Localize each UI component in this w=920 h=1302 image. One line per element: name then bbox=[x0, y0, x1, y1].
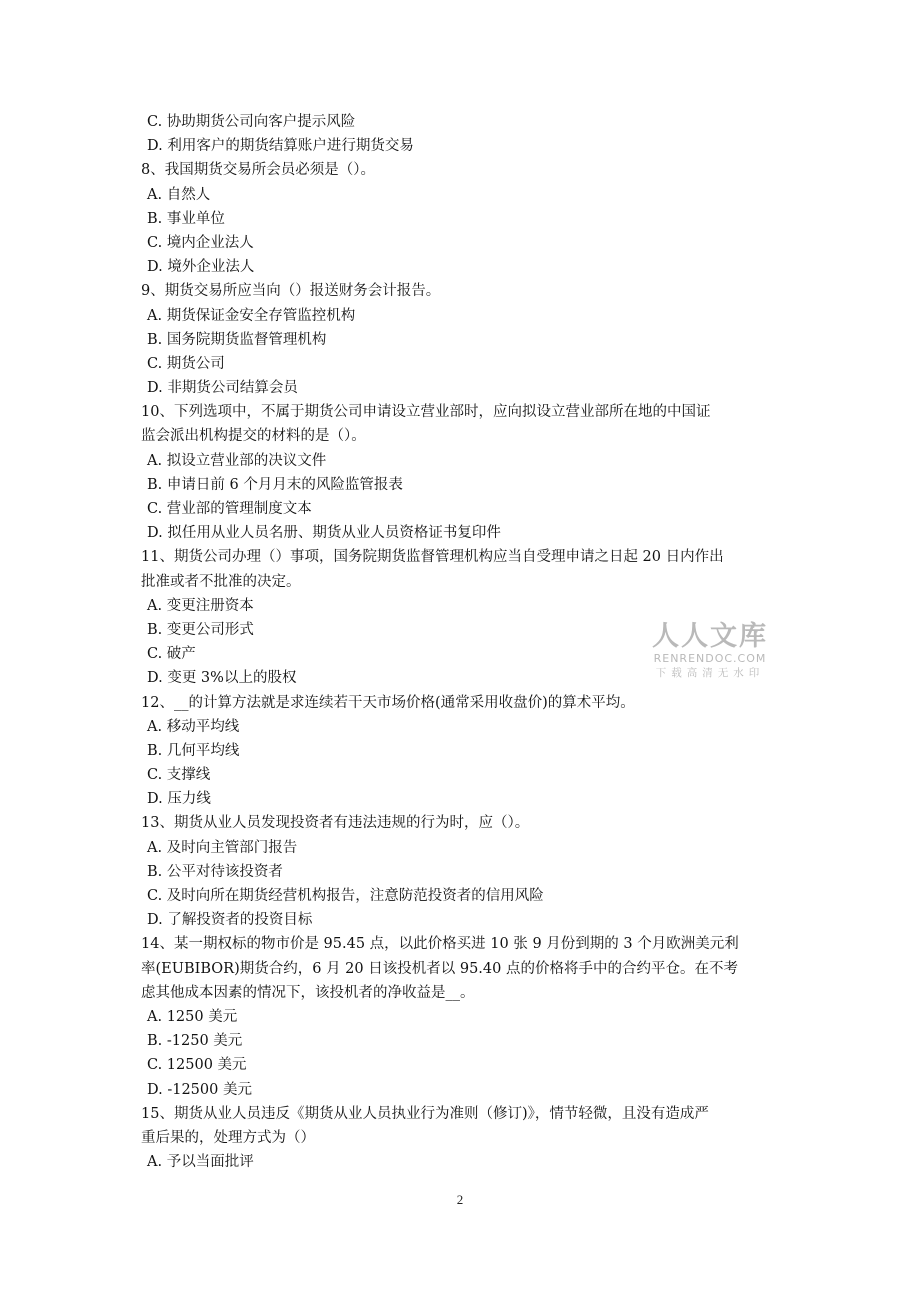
answer-option: D. 拟任用从业人员名册、期货从业人员资格证书复印件 bbox=[147, 525, 501, 542]
answer-option: B. 变更公司形式 bbox=[147, 621, 254, 638]
answer-option: C. 协助期货公司向客户提示风险 bbox=[147, 114, 356, 130]
answer-option: D. 变更 3%以上的股权 bbox=[147, 670, 297, 687]
question-text: 监会派出机构提交的材料的是（）。 bbox=[141, 428, 366, 445]
question-text: 11、期货公司办理（）事项，国务院期货监督管理机构应当自受理申请之日起 20 日内作出 bbox=[141, 549, 724, 566]
answer-option: A. 1250 美元 bbox=[147, 1008, 238, 1025]
answer-option: C. 营业部的管理制度文本 bbox=[147, 501, 312, 517]
answer-option: A. 予以当面批评 bbox=[147, 1154, 254, 1171]
question-text: 虑其他成本因素的情况下，该投机者的净收益是__。 bbox=[141, 984, 475, 1001]
answer-option: A. 及时向主管部门报告 bbox=[147, 839, 298, 856]
answer-option: B. 申请日前 6 个月月末的风险监管报表 bbox=[147, 476, 403, 493]
answer-option: A. 移动平均线 bbox=[147, 718, 240, 735]
question-text: 9、期货交易所应当向（）报送财务会计报告。 bbox=[141, 283, 441, 300]
answer-option: A. 自然人 bbox=[147, 186, 211, 203]
question-text: 10、下列选项中，不属于期货公司申请设立营业部时，应向拟设立营业部所在地的中国证 bbox=[141, 404, 711, 421]
question-text: 批准或者不批准的决定。 bbox=[141, 573, 301, 590]
question-text: 重后果的，处理方式为（） bbox=[141, 1129, 315, 1146]
answer-option: C. 支撑线 bbox=[147, 767, 211, 784]
answer-option: C. 期货公司 bbox=[147, 355, 225, 372]
question-text: 15、期货从业人员违反《期货从业人员执业行为准则（修订)》，情节轻微，且没有造成严 bbox=[141, 1105, 709, 1122]
question-text: 13、期货从业人员发现投资者有违法违规的行为时，应（）。 bbox=[141, 815, 530, 832]
question-text: 12、__的计算方法就是求连续若干天市场价格(通常采用收盘价)的算术平均。 bbox=[141, 694, 635, 711]
answer-option: A. 变更注册资本 bbox=[147, 597, 254, 614]
answer-option: A. 期货保证金安全存管监控机构 bbox=[147, 307, 356, 324]
answer-option: C. 12500 美元 bbox=[147, 1057, 247, 1074]
answer-option: B. 事业单位 bbox=[147, 210, 225, 227]
watermark-domain: RENRENDOC.COM bbox=[653, 652, 767, 665]
answer-option: A. 拟设立营业部的决议文件 bbox=[147, 452, 327, 469]
question-text: 8、我国期货交易所会员必须是（）。 bbox=[141, 162, 375, 179]
answer-option: D. 非期货公司结算会员 bbox=[147, 380, 298, 397]
watermark-tagline: 下载高清无水印 bbox=[655, 667, 765, 679]
question-text: 率(EUBIBOR)期货合约，6 月 20 日该投机者以 95.40 点的价格将手中的合约平仓。在不考 bbox=[141, 960, 738, 977]
answer-option: C. 破产 bbox=[147, 646, 196, 663]
answer-option: C. 及时向所在期货经营机构报告，注意防范投资者的信用风险 bbox=[147, 888, 544, 904]
answer-option: D. 利用客户的期货结算账户进行期货交易 bbox=[147, 138, 414, 155]
answer-option: D. 压力线 bbox=[147, 791, 211, 808]
watermark-title: 人人文库 bbox=[652, 621, 768, 652]
answer-option: B. 国务院期货监督管理机构 bbox=[147, 331, 327, 348]
answer-option: D. 了解投资者的投资目标 bbox=[147, 912, 313, 929]
answer-option: D. 境外企业法人 bbox=[147, 259, 255, 276]
question-text: 14、某一期权标的物市价是 95.45 点，以此价格买进 10 张 9 月份到期的 3 个月欧洲美元利 bbox=[141, 936, 739, 953]
answer-option: B. 几何平均线 bbox=[147, 742, 240, 759]
answer-option: D. -12500 美元 bbox=[147, 1081, 252, 1098]
page-number: 2 bbox=[456, 1192, 464, 1207]
answer-option: B. 公平对待该投资者 bbox=[147, 863, 283, 880]
answer-option: B. -1250 美元 bbox=[147, 1033, 243, 1050]
answer-option: C. 境内企业法人 bbox=[147, 234, 254, 251]
watermark bbox=[646, 622, 774, 680]
